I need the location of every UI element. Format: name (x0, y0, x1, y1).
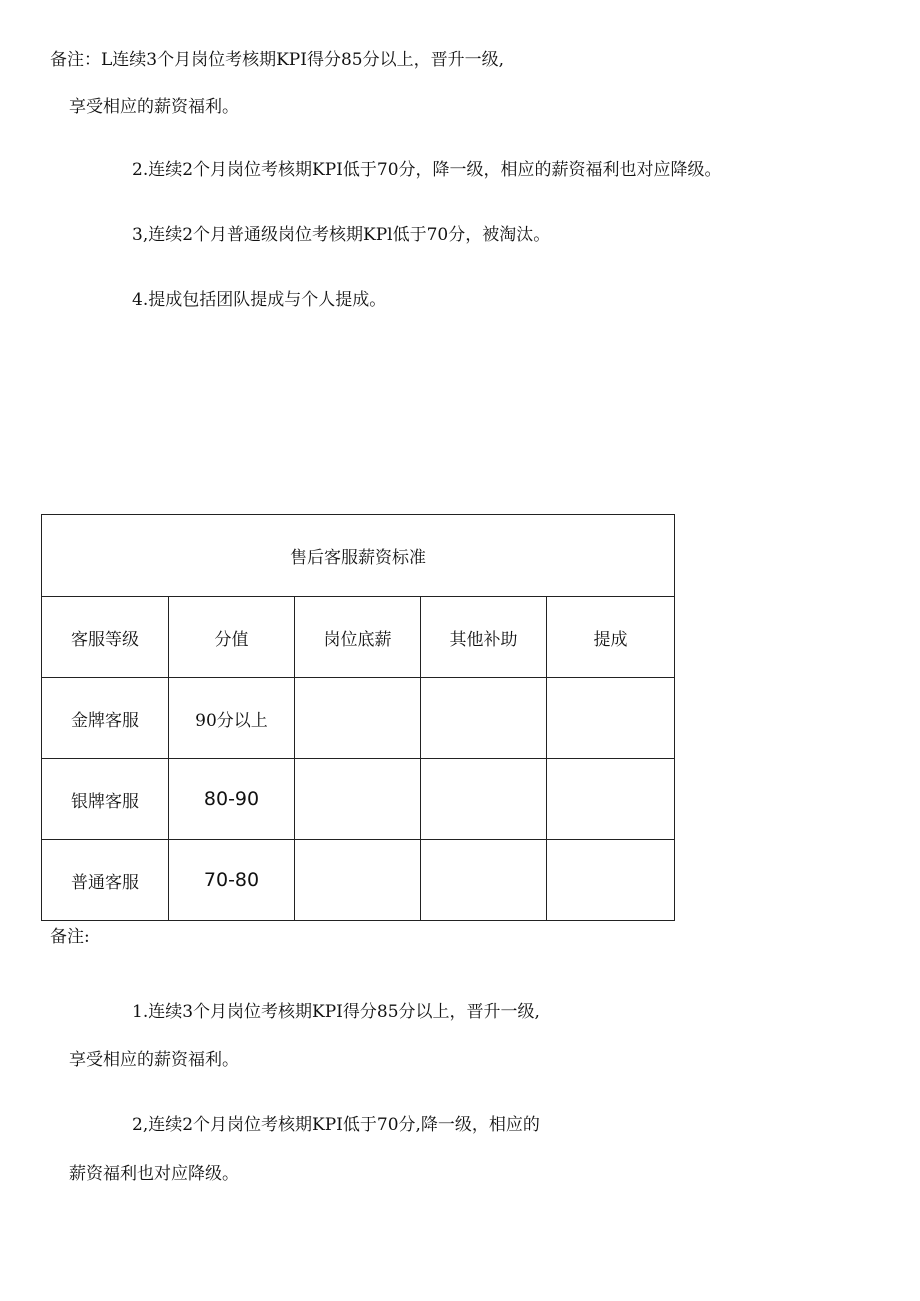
row-level: 金牌客服 (42, 678, 169, 759)
table-row (42, 678, 675, 759)
note-line-4: 4.提成包括团队提成与个人提成。 (132, 290, 387, 310)
note-line-2: 2.连续2个月岗位考核期KPI低于70分，降一级，相应的薪资福利也对应降级。 (132, 160, 722, 180)
row-commission (547, 678, 675, 759)
header-base-salary: 岗位底薪 (295, 597, 421, 678)
row-score (169, 840, 295, 921)
bottom-note-label: 备注: (50, 927, 90, 947)
table-row (42, 759, 675, 840)
row-commission (547, 840, 675, 921)
row-base-salary (295, 840, 421, 921)
table-row (42, 840, 675, 921)
row-allowance (421, 759, 547, 840)
bottom-note-line-2-continued: 薪资福利也对应降级。 (69, 1164, 239, 1184)
bottom-note-line-1: 1.连续3个月岗位考核期KPI得分85分以上，晋升一级, (132, 1002, 540, 1022)
salary-standard-table (41, 514, 675, 921)
header-level: 客服等级 (42, 597, 169, 678)
table-title-row (42, 515, 675, 597)
row-score-value: 70-80 (203, 869, 260, 891)
row-base-salary (295, 759, 421, 840)
row-base-salary (295, 678, 421, 759)
note-line-3: 3,连续2个月普通级岗位考核期KPl低于70分，被淘汰。 (132, 225, 551, 245)
note-line-1: 备注：L连续3个月岗位考核期KPI得分85分以上，晋升一级, (50, 50, 504, 70)
row-level: 普通客服 (42, 840, 169, 921)
row-score-value: 80-90 (203, 788, 260, 810)
row-level: 银牌客服 (42, 759, 169, 840)
header-score: 分值 (169, 597, 295, 678)
row-commission (547, 759, 675, 840)
row-allowance (421, 678, 547, 759)
row-score: 90分以上 (169, 678, 295, 759)
header-commission: 提成 (547, 597, 675, 678)
table-header-row (42, 597, 675, 678)
row-score (169, 759, 295, 840)
row-allowance (421, 840, 547, 921)
note-line-1-continued: 享受相应的薪资福利。 (69, 97, 239, 117)
bottom-note-line-2: 2,连续2个月岗位考核期KPI低于70分,降一级，相应的 (132, 1115, 540, 1135)
bottom-note-line-1-continued: 享受相应的薪资福利。 (69, 1050, 239, 1070)
header-allowance: 其他补助 (421, 597, 547, 678)
table-title: 售后客服薪资标准 (42, 515, 675, 597)
